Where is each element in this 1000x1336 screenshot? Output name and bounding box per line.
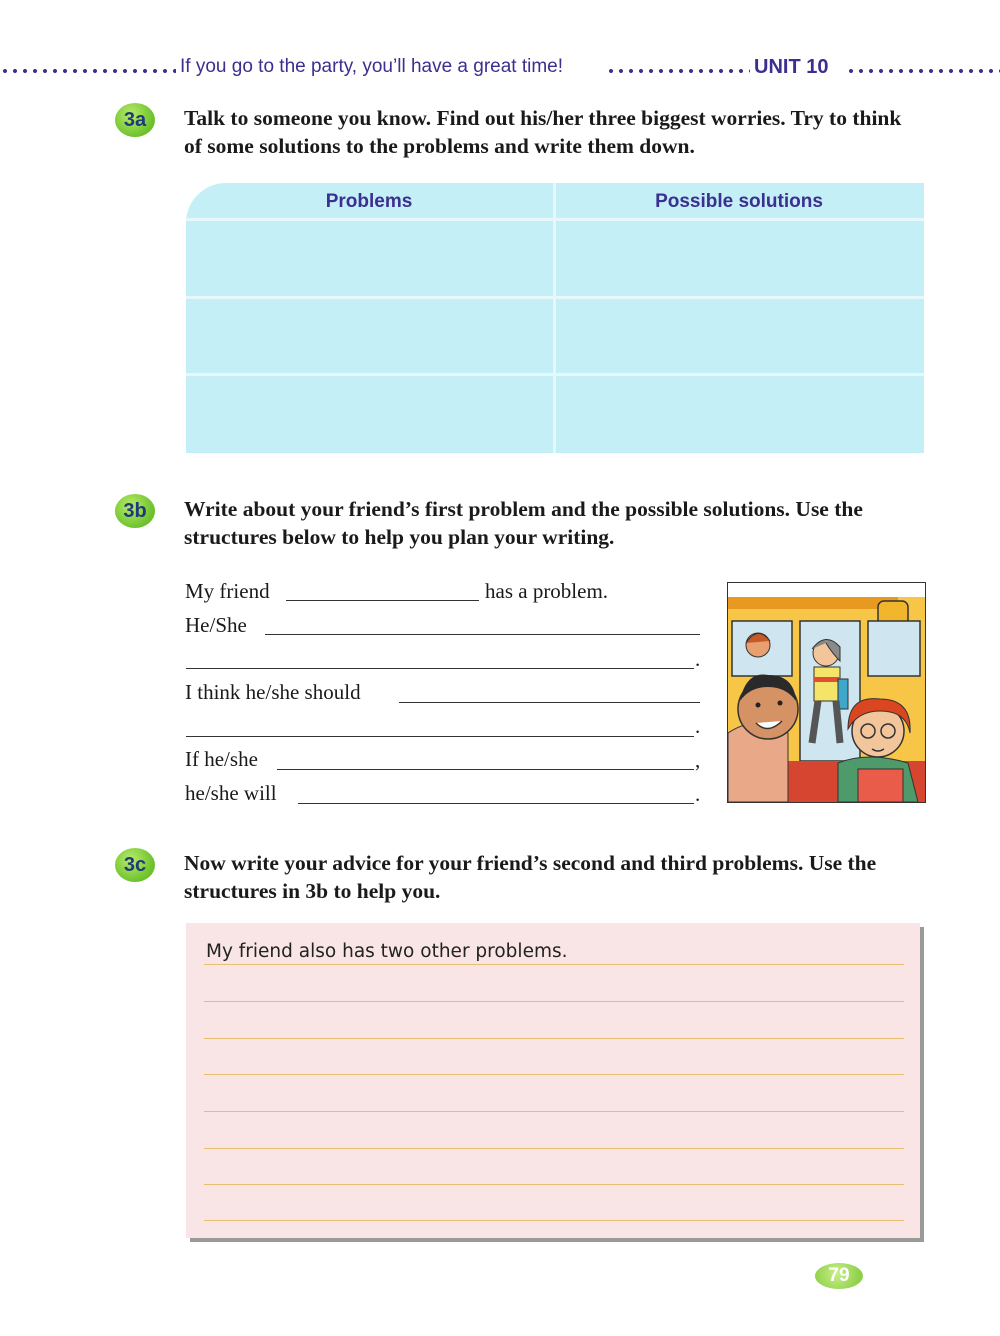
problems-solutions-table [186,183,924,453]
writing-rule[interactable] [204,1148,904,1149]
header-dots-left [0,68,176,74]
instruction-3a: Talk to someone you know. Find out his/her three biggest worries. Try to think of some solutions to the problems and write them down. [184,106,902,158]
prompt-he-she: He/She [185,613,247,637]
writing-rule[interactable] [204,1038,904,1039]
page-number: 79 [815,1263,863,1289]
badge-3b: 3b [115,494,155,528]
instruction-3b: Write about your friend’s first problem and the possible solutions. Use the structures below to help you plan your writing. [184,497,863,549]
unit-label: UNIT 10 [754,56,829,78]
prompt-think-should: I think he/she should [185,680,361,704]
prompt-if-he-she: If he/she [185,747,258,771]
writing-rule[interactable] [204,1074,904,1075]
blank-should-line-2[interactable] [186,736,694,737]
comma-mark: , [695,748,701,772]
advice-writing-box[interactable] [186,923,920,1238]
prompt-he-she-will: he/she will [185,781,277,805]
page-header [0,56,1000,86]
cell-solution-2[interactable] [556,299,924,373]
column-header-solutions: Possible solutions [655,191,823,212]
cell-solution-3[interactable] [556,376,924,453]
cell-solution-1[interactable] [556,221,924,296]
badge-3a: 3a [115,103,155,137]
instruction-3c: Now write your advice for your friend’s second and third problems. Use the structures in 3b to help you. [184,851,877,903]
cell-problem-3[interactable] [186,376,553,453]
school-bus-picture [728,583,925,802]
cell-problem-1[interactable] [186,221,553,296]
writing-rule[interactable] [204,1001,904,1002]
badge-3c: 3c [115,848,155,882]
writing-rule[interactable] [204,964,904,965]
writing-rule[interactable] [204,1184,904,1185]
blank-problem-line-1[interactable] [265,634,700,635]
blank-should-line-1[interactable] [399,702,700,703]
school-bus-illustration [727,582,926,803]
prompt-has-problem: has a problem. [485,579,609,603]
header-dots-right [846,68,1000,74]
blank-problem-line-2[interactable] [186,668,694,669]
period-mark: . [695,782,701,806]
period-mark: . [695,714,701,738]
blank-if-line[interactable] [277,769,694,770]
period-mark: . [695,647,701,671]
column-header-problems: Problems [325,191,413,212]
writing-rule[interactable] [204,1220,904,1221]
prompt-my-friend: My friend [185,579,270,603]
starter-sentence: My friend also has two other problems. [206,941,568,962]
blank-will-line[interactable] [298,803,694,804]
writing-rule[interactable] [204,1111,904,1112]
header-title: If you go to the party, you’ll have a great time! [180,56,564,77]
blank-friend-name[interactable] [286,600,479,601]
header-dots-mid [606,68,750,74]
cell-problem-2[interactable] [186,299,553,373]
